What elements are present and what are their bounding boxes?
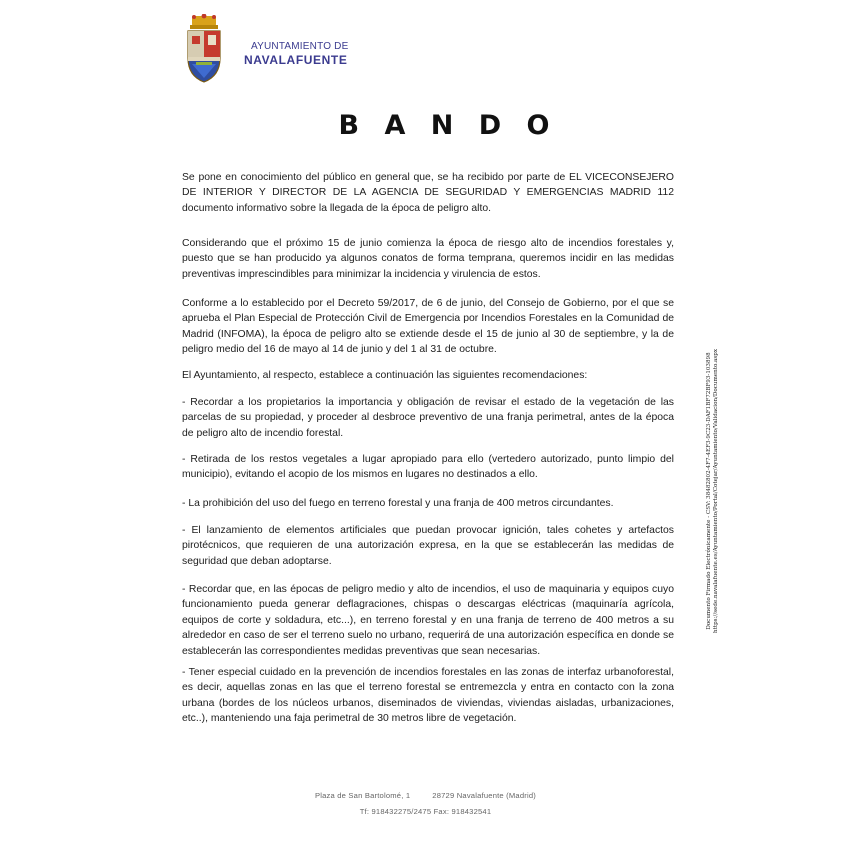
signature-csv-line: Documento Firmado Electrónicamente - CSV: 38482802-4F7-4EF3-9C23-DAF1BF72BF93-103898: [706, 352, 712, 630]
list-item: - Recordar a los propietarios la importancia y obligación de revisar el estado de la vegetación de las parcelas de su propiedad, y proceder al desbroce preventivo de una franja perimetral, antes de la época de peligro alto de incendio forestal.: [182, 397, 674, 439]
document-title: B A N D O: [338, 110, 558, 141]
paragraph: Considerando que el próximo 15 de junio comienza la época de riesgo alto de incendios forestales y, puesto que se han producido ya algunos conatos de forma temprana, queremos incidir en las medidas preventivas imprescindibles para minimizar la incidencia y virulencia de estos.: [182, 238, 674, 280]
paragraph: Conforme a lo establecido por el Decreto 59/2017, de 6 de junio, del Consejo de Gobierno, por el que se aprueba el Plan Especial de Protección Civil de Emergencia por Incendios Forestales en la Comunidad de Madrid (INFOMA), la época de peligro alto se extiende desde el 15 de junio al 30 de septiembre, y la de peligro medio del 16 de mayo al 14 de junio y del 1 al 31 de octubre.: [182, 298, 674, 356]
footer-phones: Tf: 918432275/2475 Fax: 918432541: [359, 807, 492, 816]
list-item: - Retirada de los restos vegetales a lugar apropiado para ello (vertedero autorizado, punto limpio del municipio), evitando el acopio de los mismos en lugares no destinados a ello.: [182, 454, 674, 481]
list-item: - Tener especial cuidado en la prevención de incendios forestales en las zonas de interfaz urbanoforestal, es decir, aquellas zonas en las que el terreno forestal se entremezcla y entra en contacto con la zona urbana (bordes de los núcleos urbanos, diseminados de viviendas, viviendas aisladas, urbanizaciones, etc..), manteniendo una faja perimetral de 30 metros libre de vegetación.: [182, 667, 674, 725]
org-name-line1: AYUNTAMIENTO DE: [251, 41, 349, 52]
footer-postal: 28729 Navalafuente (Madrid): [432, 791, 537, 800]
signature-url-line: https://sede.navalafuente.es/Ayuntamiento/Portal/Cotejar/Ayuntamiento/Validacion/Documento.aspx: [713, 349, 719, 633]
footer-street: Plaza de San Bartolomé, 1: [314, 791, 411, 800]
paragraph: Se pone en conocimiento del público en general que, se ha recibido por parte de EL VICECONSEJERO DE INTERIOR Y DIRECTOR DE LA AGENCIA DE SEGURIDAD Y EMERGENCIAS MADRID 112 documento informativo sobre la llegada de la época de peligro alto.: [182, 172, 674, 214]
paragraph: El Ayuntamiento, al respecto, establece a continuación las siguientes recomendaciones:: [182, 370, 588, 381]
coat-of-arms-icon: [184, 14, 224, 84]
list-item: - Recordar que, en las épocas de peligro medio y alto de incendios, el uso de maquinaria y equipos cuyo funcionamiento pueda generar deflagraciones, chispas o descargas eléctricas (maquinaría agrícola, equipos de corte y soldadura, etc...), en terreno forestal y en una franja de terreno de 400 metros a su alrededor en caso de ser el terreno suelo no urbano, requerirá de una autorización específica en donde se establecerán las correspondientes medidas preventivas que sean necesarias.: [182, 584, 674, 657]
list-item: - La prohibición del uso del fuego en terreno forestal y una franja de 400 metros circundantes.: [182, 498, 614, 509]
org-name-line2: NAVALAFUENTE: [244, 53, 348, 67]
list-item: - El lanzamiento de elementos artificiales que puedan provocar ignición, tales cohetes y artefactos pirotécnicos, que requieren de una autorización expresa, en la que se establecerán las medidas de seguridad que deban adoptarse.: [182, 525, 674, 567]
electronic-signature-note: [700, 330, 726, 652]
footer-address: [0, 791, 851, 800]
